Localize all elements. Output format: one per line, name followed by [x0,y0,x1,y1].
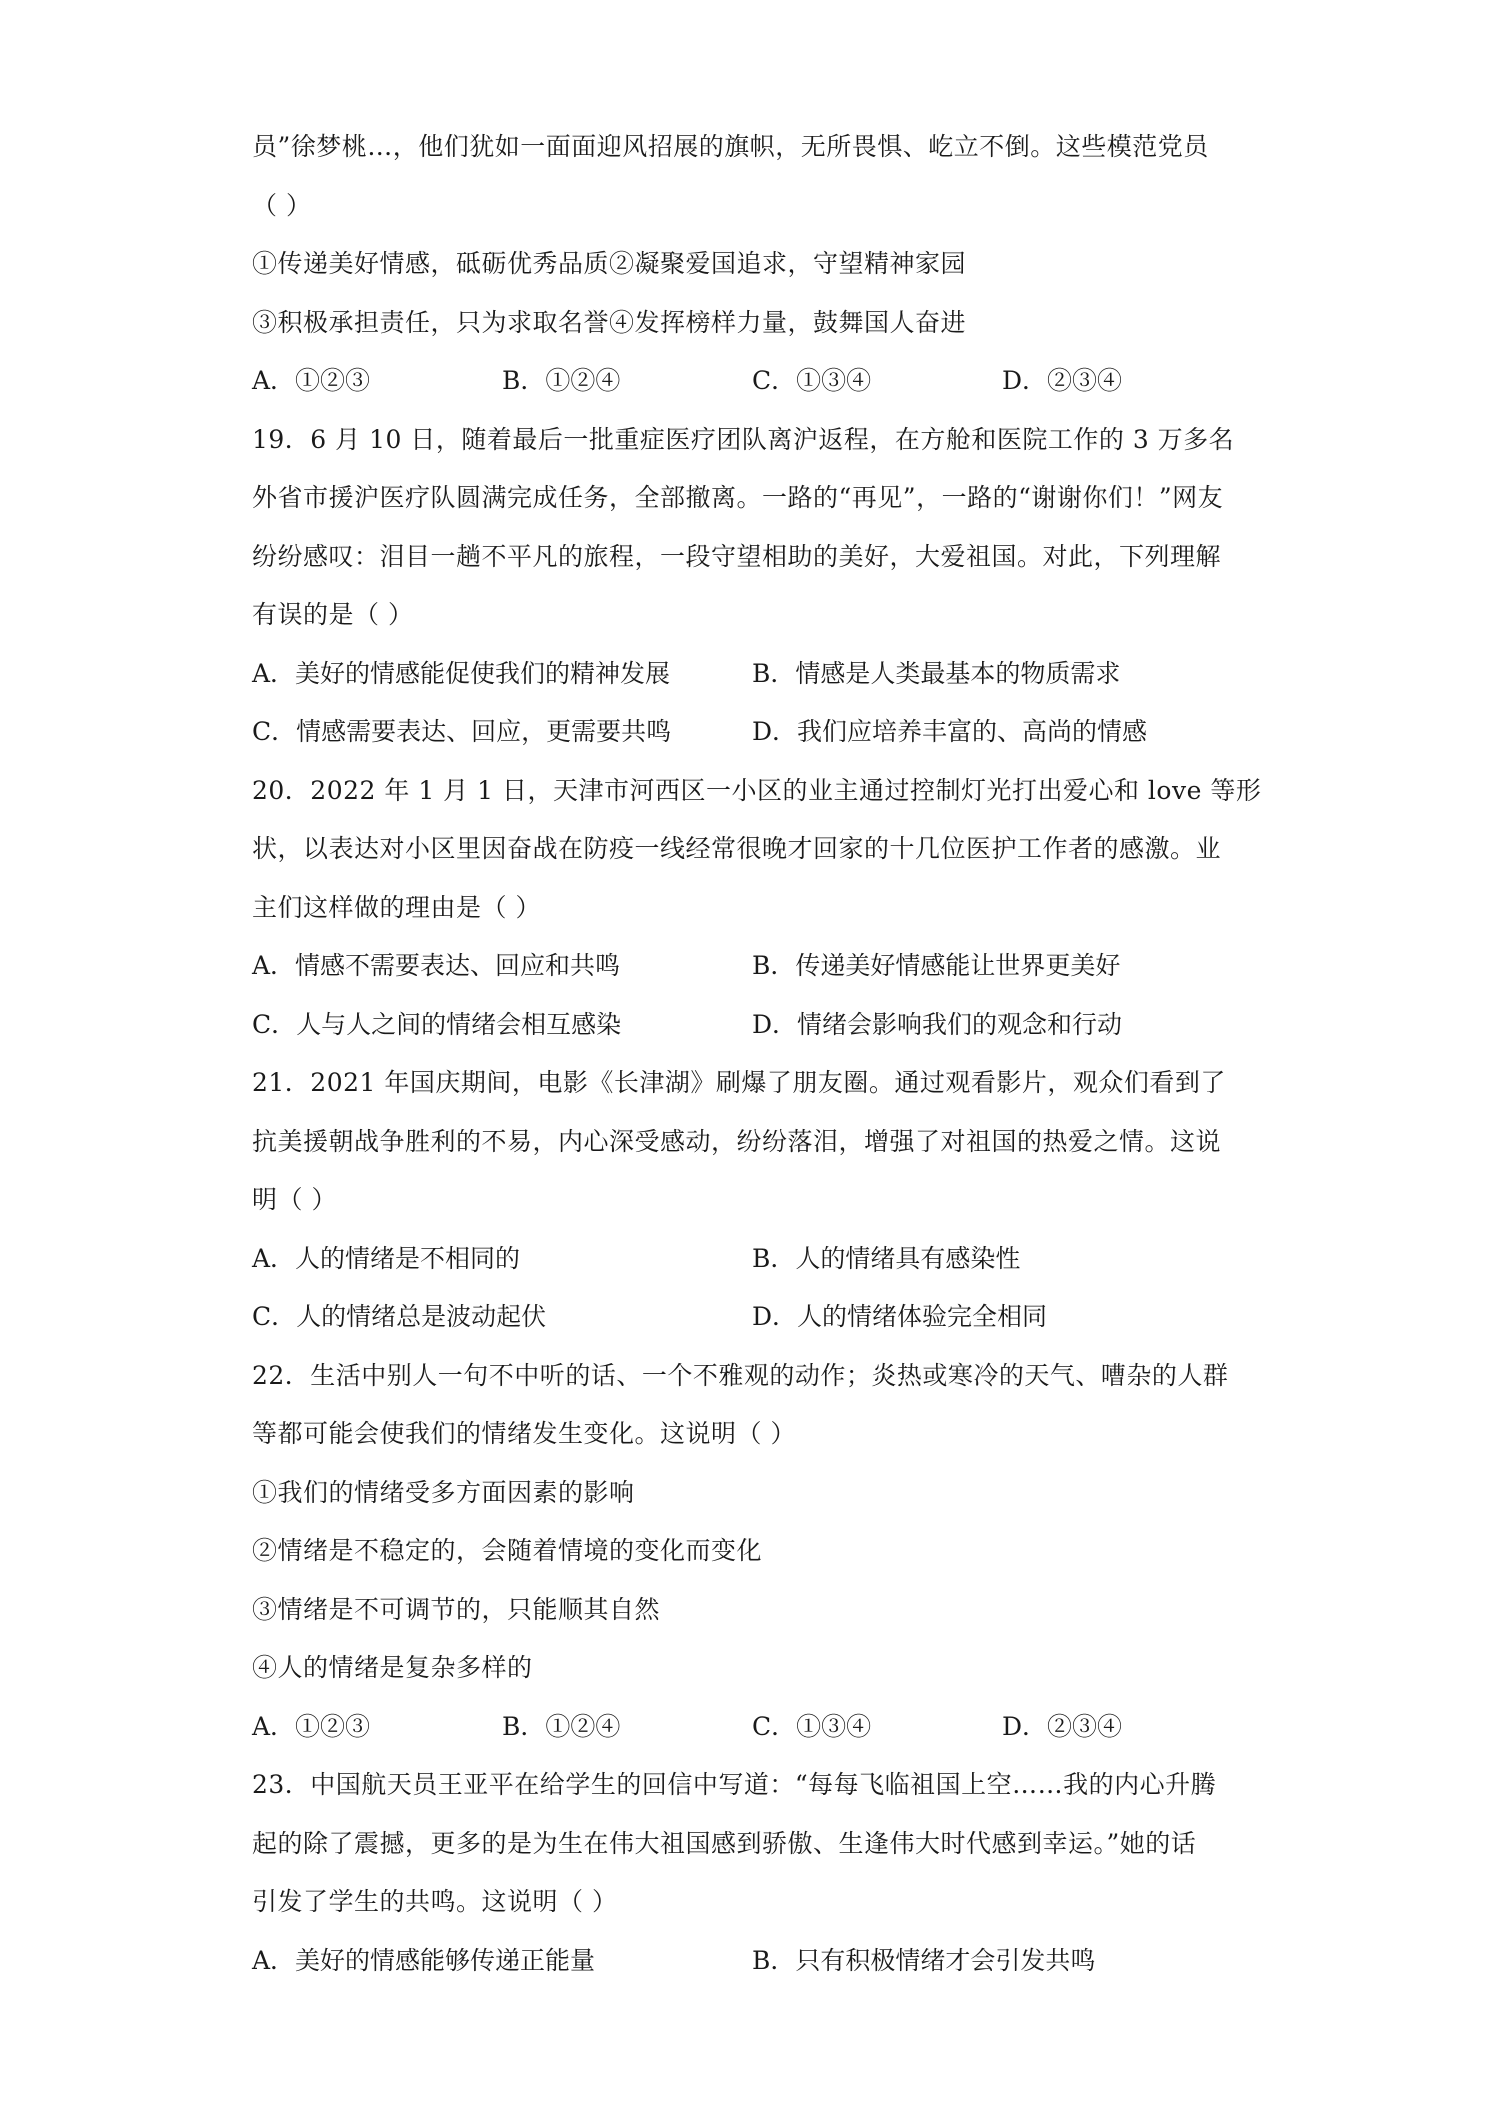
q21-option-c: C．人的情绪总是波动起伏 [252,1302,547,1331]
q23-options-row-1 [252,1932,1252,1991]
q20-option-d: D．情绪会影响我们的观念和行动 [752,1009,1123,1039]
q20-option-b: B．传递美好情感能让世界更美好 [752,951,1121,980]
q22-line-2: 等都可能会使我们的情绪发生变化。这说明（ ） [252,1419,796,1448]
q20-line-1: 20．2022 年 1 月 1 日，天津市河西区一小区的业主通过控制灯光打出爱心和 love 等形 [252,775,1262,805]
q20-line-3: 主们这样做的理由是（ ） [252,892,541,922]
q19-options-row-1 [252,645,1252,704]
exam-page [252,118,1262,1990]
q22-option-b: B．①②④ [502,1711,621,1741]
q18-options [252,352,1252,411]
q23-option-a: A．美好的情感能够传递正能量 [252,1945,596,1975]
q18-option-d: D．②③④ [1002,366,1123,395]
q20-line-2: 状，以表达对小区里因奋战在防疫一线经常很晚才回家的十几位医护工作者的感激。业 [252,834,1222,863]
q21-line-2: 抗美援朝战争胜利的不易，内心深受感动，纷纷落泪，增强了对祖国的热爱之情。这说 [252,1126,1222,1156]
q22-statement-4: ④人的情绪是复杂多样的 [252,1653,533,1682]
q19-line-3: 纷纷感叹：泪目一趟不平凡的旅程，一段守望相助的美好，大爱祖国。对此，下列理解 [252,541,1222,571]
q19-option-c: C．情感需要表达、回应，更需要共鸣 [252,717,672,746]
q21-line-3: 明（ ） [252,1185,337,1214]
q23-line-3: 引发了学生的共鸣。这说明（ ） [252,1887,618,1916]
q23-line-2: 起的除了震撼，更多的是为生在伟大祖国感到骄傲、生逢伟大时代感到幸运。”她的话 [252,1828,1197,1858]
q20-option-c: C．人与人之间的情绪会相互感染 [252,1009,622,1039]
q23-option-b: B．只有积极情绪才会引发共鸣 [752,1945,1096,1975]
q19-option-a: A．美好的情感能促使我们的精神发展 [252,658,671,688]
q22-option-c: C．①③④ [752,1711,872,1741]
q20-options-row-2 [252,996,1252,1055]
q20-option-a: A．情感不需要表达、回应和共鸣 [252,951,621,980]
q22-option-a: A．①②③ [252,1711,371,1741]
q19-option-b: B．情感是人类最基本的物质需求 [752,658,1121,688]
q22-line-1: 22．生活中别人一句不中听的话、一个不雅观的动作；炎热或寒冷的天气、嘈杂的人群 [252,1360,1229,1390]
q18-option-b: B．①②④ [502,366,621,395]
q22-options [252,1698,1252,1757]
q22-statement-2: ②情绪是不稳定的，会随着情境的变化而变化 [252,1536,763,1565]
q19-line-1: 19．6 月 10 日，随着最后一批重症医疗团队离沪返程，在方舱和医院工作的 3 万多名 [252,424,1235,454]
q21-options-row-1 [252,1230,1252,1289]
q21-line-1: 21．2021 年国庆期间，电影《长津湖》刷爆了朋友圈。通过观看影片，观众们看到了 [252,1068,1226,1097]
q22-statement-3: ③情绪是不可调节的，只能顺其自然 [252,1594,661,1624]
q22-statement-1: ①我们的情绪受多方面因素的影响 [252,1477,635,1507]
q22-option-d: D．②③④ [1002,1711,1123,1741]
q18-option-c: C．①③④ [752,366,872,395]
q19-option-d: D．我们应培养丰富的、高尚的情感 [752,717,1148,746]
q21-options-row-2 [252,1288,1252,1347]
q23-line-1: 23．中国航天员王亚平在给学生的回信中写道：“每每飞临祖国上空……我的内心升腾 [252,1770,1217,1799]
q21-option-b: B．人的情绪具有感染性 [752,1243,1021,1273]
q21-option-a: A．人的情绪是不相同的 [252,1243,521,1273]
q19-line-4: 有误的是（ ） [252,600,414,629]
q18-statement-1: ①传递美好情感，砥砺优秀品质②凝聚爱国追求，守望精神家园 [252,249,967,278]
q19-line-2: 外省市援沪医疗队圆满完成任务，全部撤离。一路的“再见”，一路的“谢谢你们！”网友 [252,483,1224,512]
q20-options-row-1 [252,937,1252,996]
q18-line-2: （ ） [252,190,312,220]
q19-options-row-2 [252,703,1252,762]
q18-line-1: 员”徐梦桃…，他们犹如一面面迎风招展的旗帜，无所畏惧、屹立不倒。这些模范党员 [252,132,1209,161]
q21-option-d: D．人的情绪体验完全相同 [752,1302,1048,1331]
q18-option-a: A．①②③ [252,366,371,395]
q18-statement-2: ③积极承担责任，只为求取名誉④发挥榜样力量，鼓舞国人奋进 [252,307,967,337]
